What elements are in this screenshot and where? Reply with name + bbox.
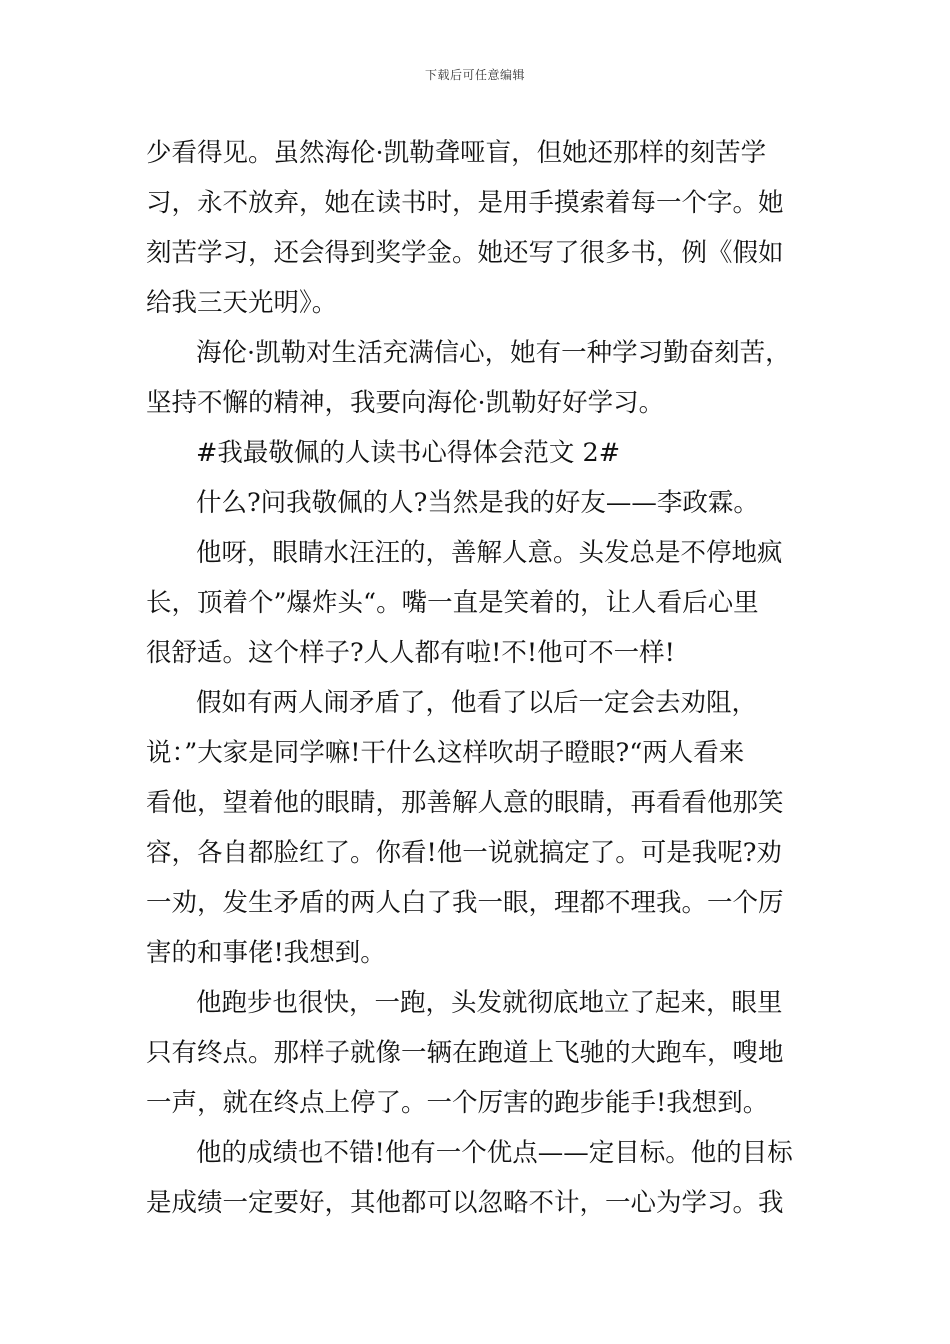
text-line: 少看得见。虽然海伦·凯勒聋哑盲，但她还那样的刻苦学: [146, 138, 767, 168]
text-line: 坚持不懈的精神，我要向海伦·凯勒好好学习。: [146, 388, 665, 418]
text-line: 一声，就在终点上停了。一个厉害的跑步能手!我想到。: [146, 1088, 769, 1118]
document-body: [146, 128, 810, 1228]
text-line: 他跑步也很快，一跑，头发就彻底地立了起来，眼里: [196, 988, 783, 1018]
text-line: 一劝，发生矛盾的两人白了我一眼，理都不理我。一个厉: [146, 888, 784, 918]
text-line: 长，顶着个”爆炸头“。嘴一直是笑着的，让人看后心里: [146, 588, 759, 618]
section-heading: #我最敬佩的人读书心得体会范文 2#: [196, 438, 621, 468]
text-line: 习，永不放弃，她在读书时，是用手摸索着每一个字。她: [146, 188, 784, 218]
text-line: 很舒适。这个样子?人人都有啦!不!他可不一样!: [146, 638, 675, 668]
text-line: 容，各自都脸红了。你看!他一说就搞定了。可是我呢?劝: [146, 838, 782, 868]
text-line: 是成绩一定要好，其他都可以忽略不计，一心为学习。我: [146, 1188, 784, 1218]
text-line: 刻苦学习，还会得到奖学金。她还写了很多书，例《假如: [146, 238, 784, 268]
text-line: 他的成绩也不错!他有一个优点——定目标。他的目标: [196, 1138, 793, 1168]
text-line: 害的和事佬!我想到。: [146, 938, 386, 968]
text-line: 假如有两人闹矛盾了，他看了以后一定会去劝阻，: [196, 688, 758, 718]
text-line: 说：”大家是同学嘛!干什么这样吹胡子瞪眼?“两人看来: [146, 738, 745, 768]
text-line: 海伦·凯勒对生活充满信心，她有一种学习勤奋刻苦，: [196, 338, 791, 368]
page-header: 下载后可任意编辑: [424, 68, 525, 82]
text-line: 只有终点。那样子就像一辆在跑道上飞驰的大跑车，嗖地: [146, 1038, 784, 1068]
text-line: 看他，望着他的眼睛，那善解人意的眼睛，再看看他那笑: [146, 788, 784, 818]
text-line: 他呀，眼睛水汪汪的，善解人意。头发总是不停地疯: [196, 538, 783, 568]
text-line: 什么?问我敬佩的人?当然是我的好友——李政霖。: [196, 488, 759, 518]
text-line: 给我三天光明》。: [146, 288, 338, 318]
